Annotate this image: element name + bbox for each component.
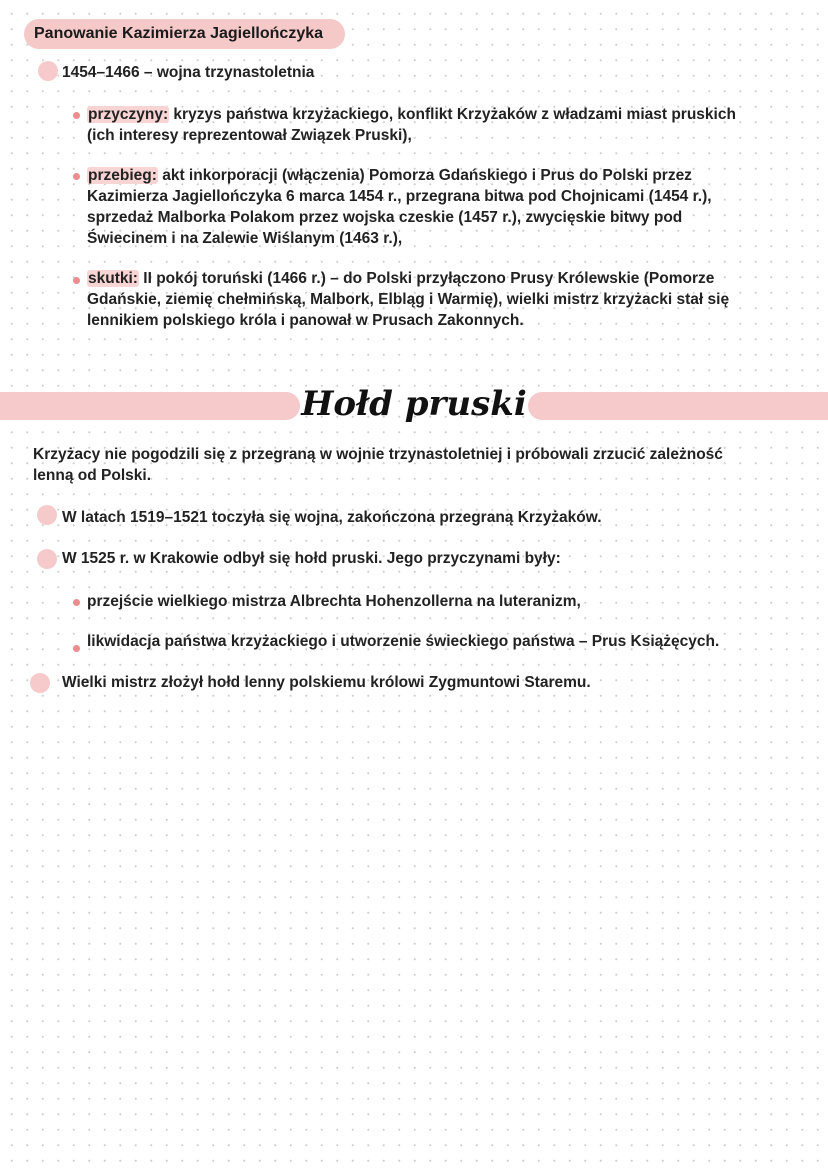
course-line-4: Świecinem i na Zalewie Wiślanym (1463 r.),: [87, 230, 403, 247]
cause-lutheranism: przejście wielkiego mistrza Albrechta Hohenzollerna na luteranizm,: [87, 593, 581, 610]
effects-text: II pokój toruński (1466 r.) – do Polski przyłączono Prusy Królewskie (Pomorze: [138, 270, 715, 287]
effects-line-3: lennikiem polskiego króla i panował w Prusach Zakonnych.: [87, 312, 524, 329]
homage-1525-item: W 1525 r. w Krakowie odbył się hołd pruski. Jego przyczynami były:: [62, 550, 561, 567]
bullet-circle: [38, 61, 58, 81]
course-line-3: sprzedaż Malborka Polakom przez wojska czeskie (1457 r.), zwycięskie bitwy pod: [87, 209, 683, 226]
heading-band-right: [528, 392, 828, 420]
course-line-1: [87, 165, 692, 186]
bullet-dot: [73, 277, 80, 284]
causes-text: kryzys państwa krzyżackiego, konflikt Krzyżaków z władzami miast pruskich: [169, 106, 736, 123]
causes-line-2: (ich interesy reprezentował Związek Pruski),: [87, 127, 412, 144]
bullet-circle: [37, 505, 57, 525]
bullet-dot: [73, 599, 80, 606]
homage-item: Wielki mistrz złożył hołd lenny polskiemu królowi Zygmuntowi Staremu.: [62, 674, 591, 691]
cause-secular-state: likwidacja państwa krzyżackiego i utworzenie świeckiego państwa – Prus Książęcych.: [87, 633, 720, 650]
bullet-dot: [73, 173, 80, 180]
effects-label: skutki:: [88, 270, 138, 287]
bullet-dot: [73, 645, 80, 652]
heading-band-left: [0, 392, 300, 420]
intro-line-2: lenną od Polski.: [33, 467, 151, 484]
war-item: 1454–1466 – wojna trzynastoletnia: [62, 64, 315, 81]
section-title: Panowanie Kazimierza Jagiellończyka: [24, 19, 345, 49]
course-text: akt inkorporacji (włączenia) Pomorza Gdańskiego i Prus do Polski przez: [157, 167, 692, 184]
bullet-circle: [37, 549, 57, 569]
course-label: przebieg:: [88, 167, 157, 184]
effects-line-1: [87, 268, 714, 289]
course-line-2: Kazimierza Jagiellończyka 6 marca 1454 r., przegrana bitwa pod Chojnicami (1454 r.),: [87, 188, 712, 205]
causes-line-1: [87, 104, 736, 125]
causes-label: przyczyny:: [88, 106, 169, 123]
war-1519-item: W latach 1519–1521 toczyła się wojna, zakończona przegraną Krzyżaków.: [62, 509, 602, 526]
bullet-circle: [30, 673, 50, 693]
bullet-dot: [73, 112, 80, 119]
effects-line-2: Gdańskie, ziemię chełmińską, Malbork, Elbląg i Warmię), wielki mistrz krzyżacki stał się: [87, 291, 730, 308]
section-heading: Hołd pruski: [301, 384, 527, 424]
intro-line-1: Krzyżacy nie pogodzili się z przegraną w wojnie trzynastoletniej i próbowali zrzucić zależność: [33, 446, 723, 463]
